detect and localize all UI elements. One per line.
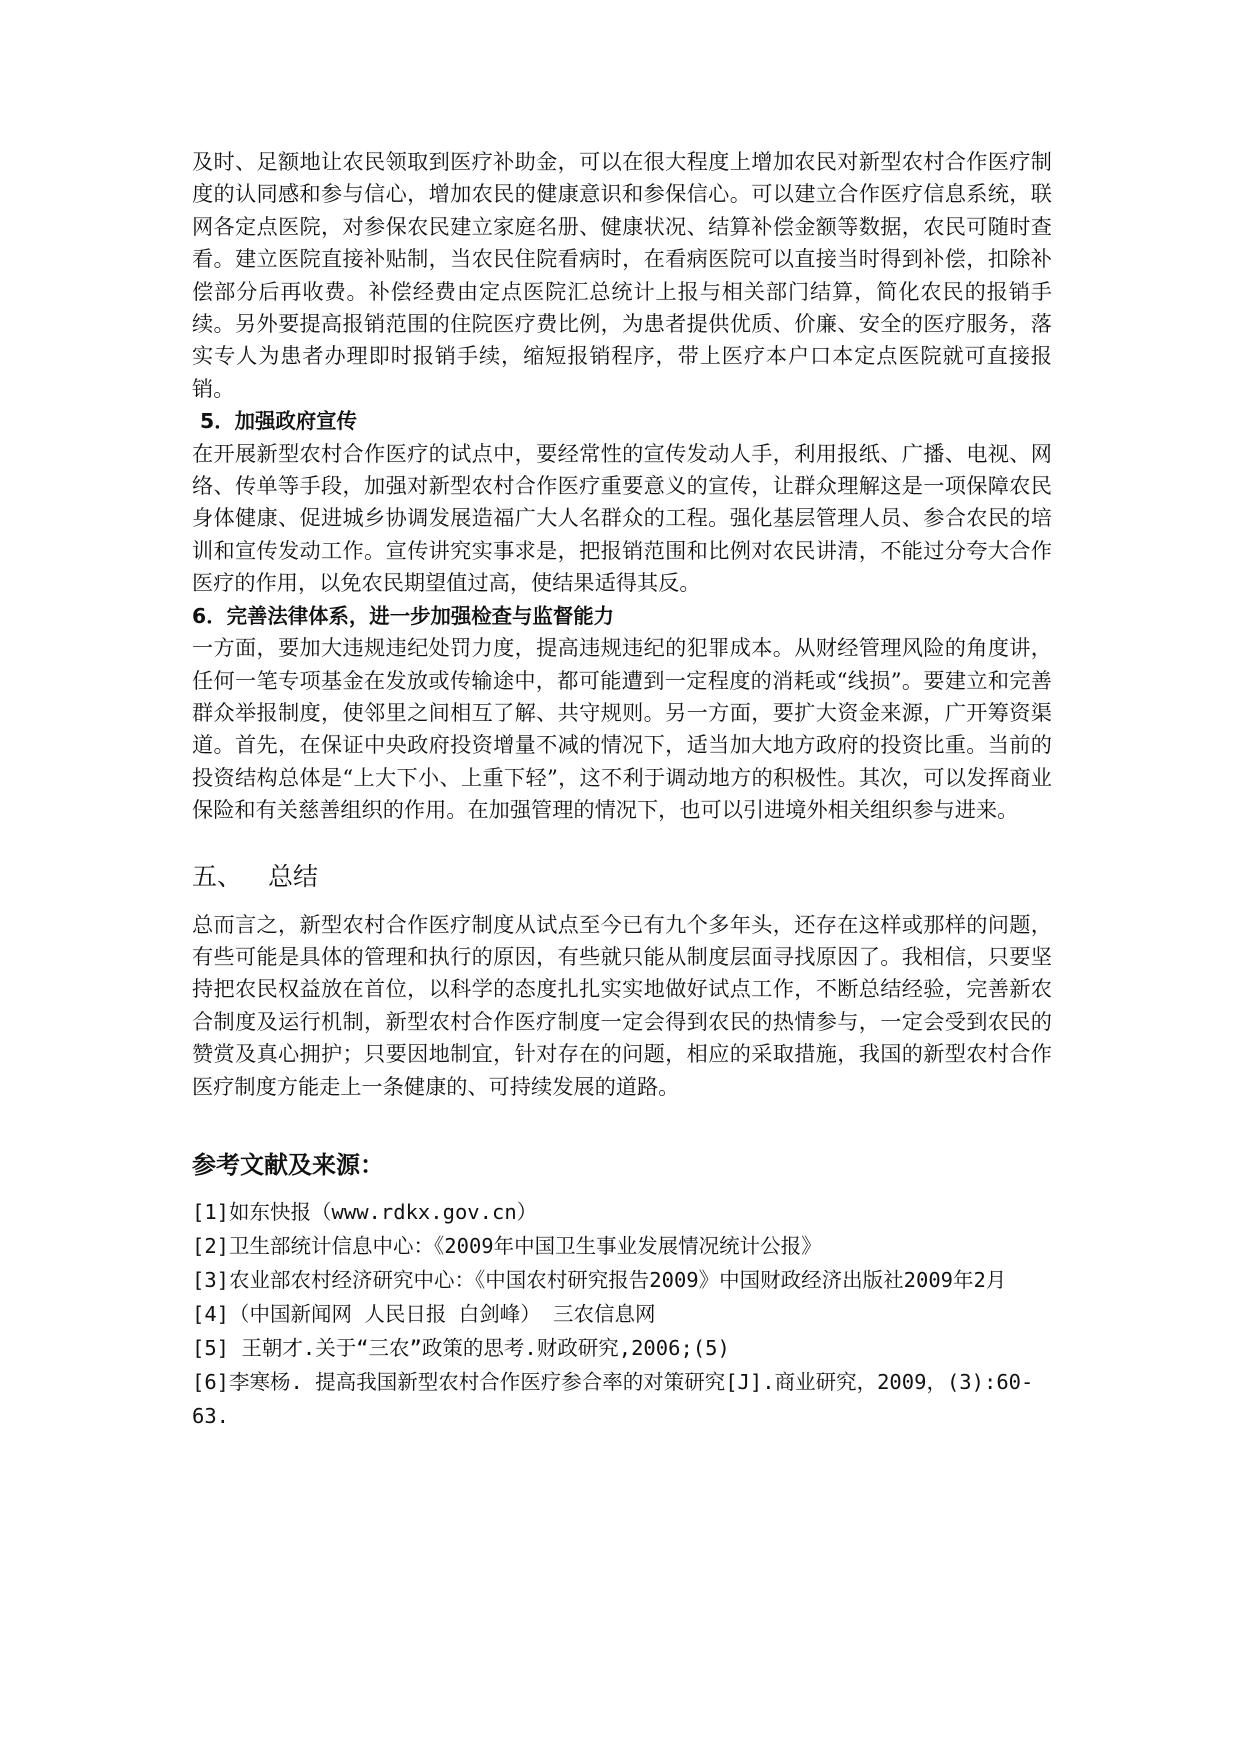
section-title: 总结 — [268, 861, 319, 891]
subsection-heading: 6．完善法律体系，进一步加强检查与监督能力 — [192, 603, 614, 628]
summary-paragraph: 总而言之，新型农村合作医疗制度从试点至今已有九个多年头，还存在这样或那样的问题，有些可能是具体的管理和执行的原因，有些就只能从制度层面寻找原因了。我相信，只要坚持把农民权益放在首位，以科学的态度扎扎实实地做好试点工作，不断总结经验，完善新农合制度及运行机制，新型农村合作医疗制度一定会得到农民的热情参与，一定会受到农民的赞赏及真心拥护；只要因地制宜，针对存在的问题，相应的采取措施，我国的新型农村合作医疗制度方能走上一条健康的、可持续发展的道路。 — [192, 911, 1052, 1099]
body-paragraph: 一方面，要加大违规违纪处罚力度，提高违规违纪的犯罪成本。从财经管理风险的角度讲，任何一笔专项基金在发放或传输途中，都可能遭到一定程度的消耗或“线损”。要建立和完善群众举报制度，使邻里之间相互了解、共守规则。另一方面，要扩大资金来源，广开筹资渠道。首先，在保证中央政府投资增量不减的情况下，适当加大地方政府的投资比重。当前的投资结构总体是“上大下小、上重下轻”，这不利于调动地方的积极性。其次，可以发挥商业保险和有关慈善组织的作用。在加强管理的情况下，也可以引进境外相关组织参与进来。 — [192, 635, 1052, 823]
body-paragraph: 及时、足额地让农民领取到医疗补助金，可以在很大程度上增加农民对新型农村合作医疗制度的认同感和参与信心，增加农民的健康意识和参保信心。可以建立合作医疗信息系统，联网各定点医院，对参保农民建立家庭名册、健康状况、结算补偿金额等数据，农民可随时查看。建立医院直接补贴制，当农民住院看病时，在看病医院可以直接当时得到补偿，扣除补偿部分后再收费。补偿经费由定点医院汇总统计上报与相关部门结算，简化农民的报销手续。另外要提高报销范围的住院医疗费比例，为患者提供优质、价廉、安全的医疗服务，落实专人为患者办理即时报销手续，缩短报销程序，带上医疗本户口本定点医院就可直接报销。 — [192, 149, 1052, 401]
reference-item: [2]卫生部统计信息中心：《2009年中国卫生事业发展情况统计公报》 — [192, 1233, 822, 1258]
reference-item: [4]（中国新闻网 人民日报 白剑峰） 三农信息网 — [192, 1301, 656, 1326]
document-page — [192, 146, 1052, 1433]
body-paragraph: 在开展新型农村合作医疗的试点中，要经常性的宣传发动人手，利用报纸、广播、电视、网络、传单等手段，加强对新型农村合作医疗重要意义的宣传，让群众理解这是一项保障农民身体健康、促进城乡协调发展造福广大人名群众的工程。强化基层管理人员、参合农民的培训和宣传发动工作。宣传讲究实事求是，把报销范围和比例对农民讲清，不能过分夸大合作医疗的作用，以免农民期望值过高，使结果适得其反。 — [192, 440, 1052, 596]
reference-list — [192, 1195, 1052, 1433]
reference-item: [1]如东快报（www.rdkx.gov.cn） — [192, 1199, 538, 1224]
reference-item: [3]农业部农村经济研究中心：《中国农村研究报告2009》中国财政经济出版社2009年2月 — [192, 1267, 1007, 1292]
section-heading — [192, 857, 1052, 897]
reference-item: [6]李寒杨. 提高我国新型农村合作医疗参合率的对策研究[J].商业研究，2009，(3):60- 63. — [192, 1369, 1046, 1428]
section-number: 五、 — [192, 861, 243, 891]
references-heading: 参考文献及来源： — [192, 1150, 384, 1179]
subsection-heading: 5．加强政府宣传 — [200, 409, 357, 434]
reference-item: [5] 王朝才.关于“三农”政策的思考.财政研究,2006;(5) — [192, 1335, 730, 1360]
